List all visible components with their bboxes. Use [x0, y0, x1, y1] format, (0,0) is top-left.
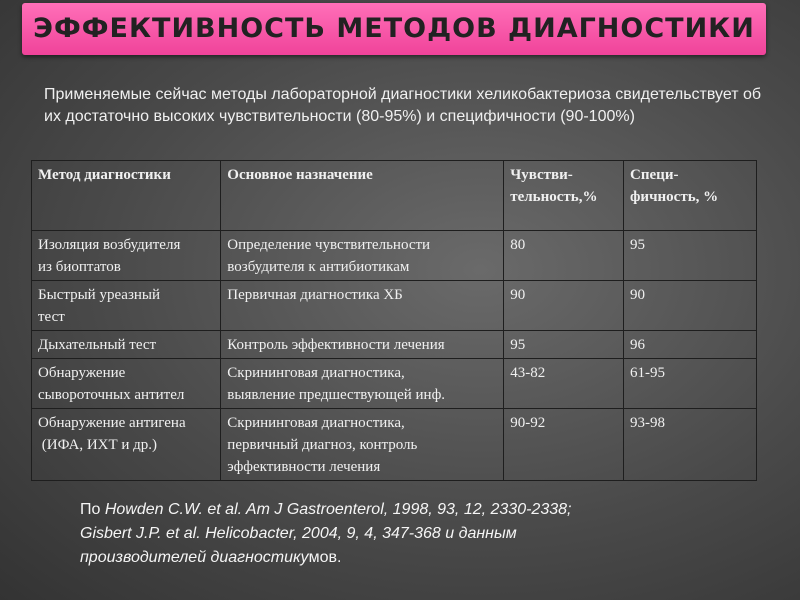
- cell-method-line2: из биоптатов: [38, 259, 121, 275]
- header-sensitivity-line1: Чувстви-: [510, 167, 573, 183]
- cell-purpose-line1: Скрининговая диагностика,: [227, 365, 405, 381]
- source-prefix: По: [80, 501, 105, 518]
- cell-purpose-line2: возбудителя к антибиотикам: [227, 259, 410, 275]
- cell-purpose: [221, 231, 504, 281]
- cell-sensitivity: 43-82: [504, 359, 624, 409]
- table-row: [32, 231, 757, 281]
- source-ref-1: Howden C.W. et al. Am J Gastroenterol, 1998, 93, 12, 2330-2338;: [104, 501, 572, 518]
- header-specificity-line2: фичность, %: [630, 189, 719, 205]
- cell-method-line2: сывороточных антител: [38, 387, 185, 403]
- table-row: [32, 331, 757, 359]
- source-suffix: мов.: [308, 549, 342, 566]
- header-purpose: Основное назначение: [221, 161, 504, 231]
- cell-sensitivity: 90: [504, 281, 624, 331]
- cell-specificity: 95: [624, 231, 757, 281]
- cell-method: [32, 281, 221, 331]
- cell-purpose-line1: Скрининговая диагностика,: [227, 415, 405, 431]
- cell-sensitivity: 90-92: [504, 409, 624, 481]
- cell-sensitivity: 80: [504, 231, 624, 281]
- cell-method: [32, 231, 221, 281]
- table-row: [32, 359, 757, 409]
- source-ref-3: производителей диагностику: [80, 549, 309, 566]
- header-specificity: [624, 161, 757, 231]
- table-row: [32, 281, 757, 331]
- header-sensitivity-line2: тельность,%: [510, 189, 598, 205]
- cell-purpose-line2: первичный диагноз, контроль: [227, 437, 418, 453]
- cell-method-line2: тест: [38, 309, 65, 325]
- header-sensitivity: [504, 161, 624, 231]
- cell-method: [32, 409, 221, 481]
- cell-method-line1: Быстрый уреазный: [38, 287, 160, 303]
- methods-table: [31, 160, 757, 481]
- intro-text: Применяемые сейчас методы лабораторной диагностики хеликобактериоза свидетельствует об их достаточно высоких чувствительности (80-95%) и специфичности (90-100%): [44, 86, 762, 125]
- cell-specificity: 61-95: [624, 359, 757, 409]
- cell-method: [32, 359, 221, 409]
- cell-sensitivity: 95: [504, 331, 624, 359]
- cell-specificity: 93-98: [624, 409, 757, 481]
- cell-purpose: [221, 409, 504, 481]
- table-header-row: [32, 161, 757, 231]
- cell-method-line2: (ИФА, ИХТ и др.): [38, 437, 158, 453]
- cell-method-line1: Изоляция возбудителя: [38, 237, 181, 253]
- table-row: [32, 409, 757, 481]
- cell-method: Дыхательный тест: [32, 331, 221, 359]
- header-method: Метод диагностики: [32, 161, 221, 231]
- header-specificity-line1: Специ-: [630, 167, 679, 183]
- source-ref-2: Gisbert J.P. et al. Helicobacter, 2004, 9, 4, 347-368 и данным: [80, 525, 517, 542]
- cell-purpose-line3: эффективности лечения: [227, 459, 381, 475]
- cell-specificity: 96: [624, 331, 757, 359]
- slide-title: ЭФФЕКТИВНОСТЬ МЕТОДОВ ДИАГНОСТИКИ: [33, 13, 755, 44]
- cell-method-line1: Обнаружение антигена: [38, 415, 186, 431]
- cell-purpose-line1: Определение чувствительности: [227, 237, 431, 253]
- source-citation: [80, 498, 720, 570]
- cell-specificity: 90: [624, 281, 757, 331]
- title-bar: [22, 3, 766, 55]
- cell-purpose: [221, 359, 504, 409]
- cell-purpose: Первичная диагностика ХБ: [221, 281, 504, 331]
- cell-purpose: Контроль эффективности лечения: [221, 331, 504, 359]
- cell-purpose-line2: выявление предшествующей инф.: [227, 387, 446, 403]
- cell-method-line1: Обнаружение: [38, 365, 126, 381]
